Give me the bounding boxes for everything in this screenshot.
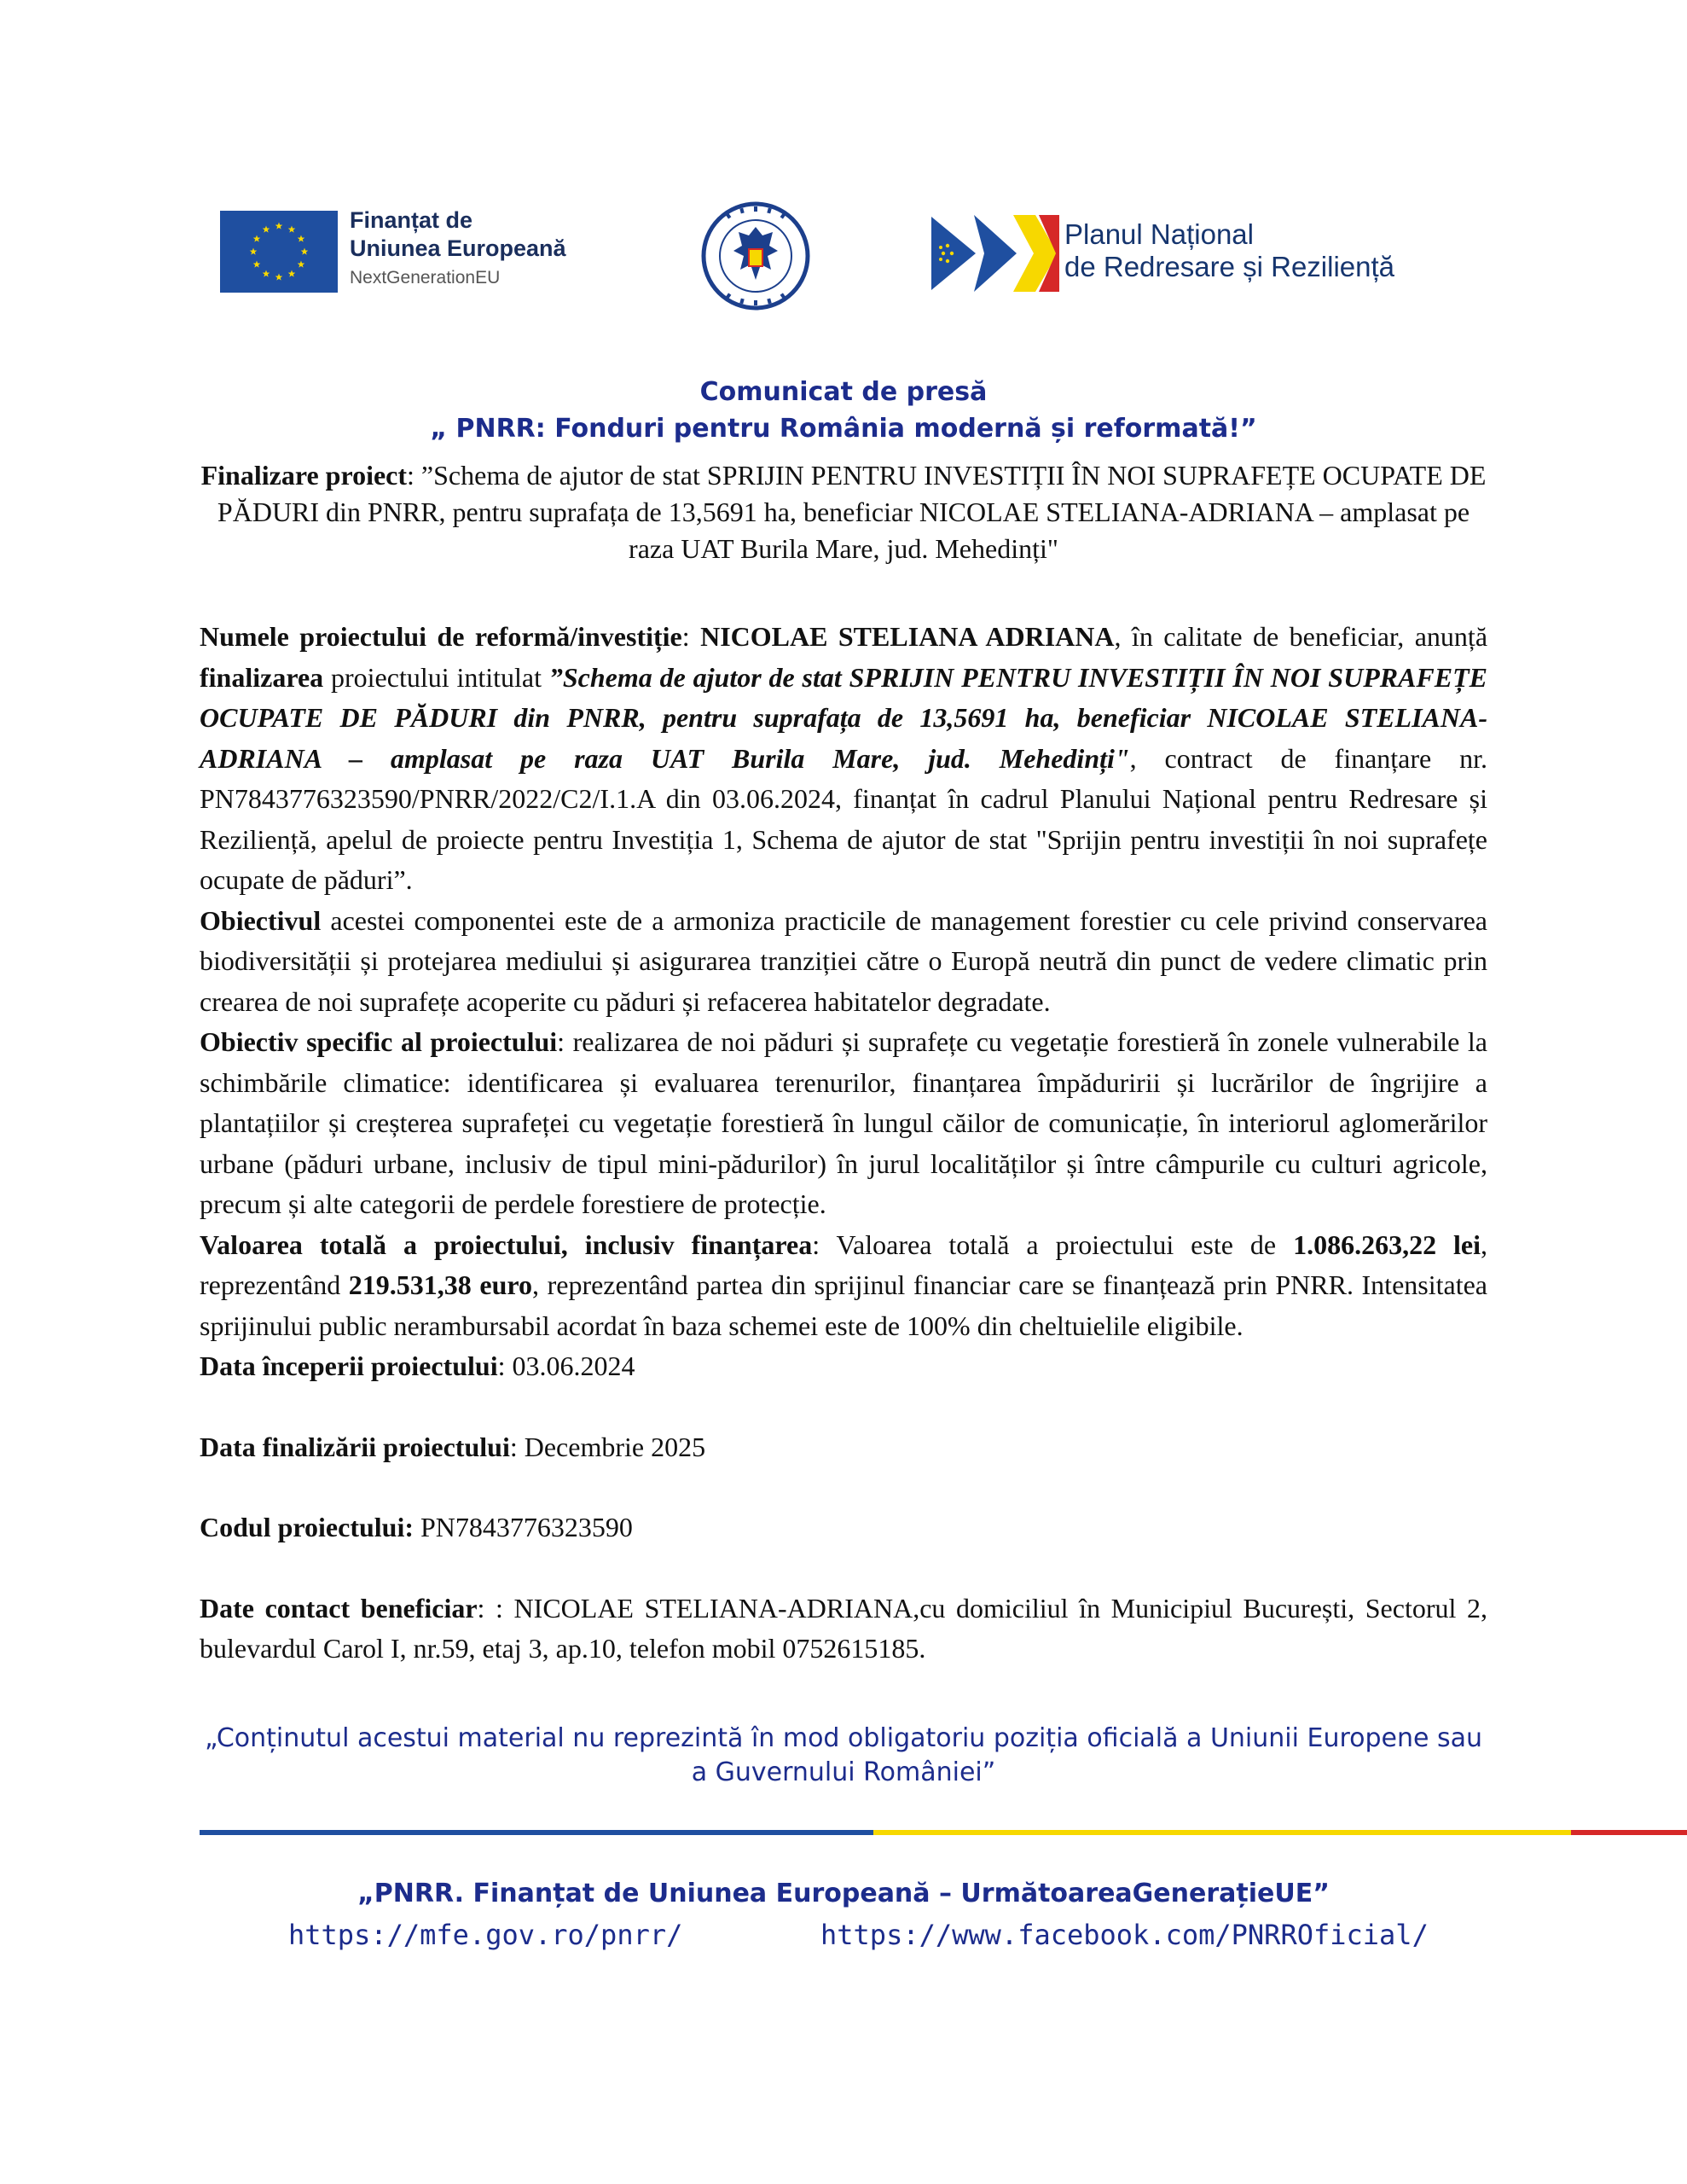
- eu-funding-logo: [220, 206, 587, 295]
- eu-flag-icon: [220, 211, 338, 293]
- total-value-label: Valoarea totală a proiectului, inclusiv finanțarea: [200, 1228, 813, 1260]
- paragraph-text: , reprezentând partea din sprijinul financiar care se finanțează prin PNRR. Intensitatea sprijinului public nerambursabil acordat în baza schemei este de 100% din cheltuielile eligibile.: [200, 1269, 1487, 1341]
- specific-objective-text: : realizarea de noi păduri și suprafețe cu vegetație forestieră în zonele vulnerabile la schimbările climatice: identificarea și evaluarea terenurilor, finanțarea împăduririi și lucrărilor de îngrijire a plantațiilor și creșterea suprafeței cu vegetație forestieră în lungul căilor de comunicație, în interiorul aglomerărilor urbane (păduri urbane, inclusiv de tipul mini-pădurilor) în jurul localităților și între câmpurile cu culturi agricole, precum și alte categorii de perdele forestiere de protecție.: [200, 1026, 1488, 1219]
- separator: :: [681, 621, 701, 652]
- paragraph-text: , în calitate de beneficiar, anunță: [1114, 621, 1488, 652]
- project-name-label: Numele proiectului de reformă/investiție: [200, 621, 682, 652]
- specific-objective-paragraph: [200, 1022, 1487, 1225]
- press-release-body: [200, 617, 1487, 1670]
- project-name-paragraph: [200, 617, 1487, 901]
- objective-paragraph: [200, 901, 1487, 1023]
- start-date-line: [200, 1346, 1487, 1387]
- color-stripe-divider: [200, 1830, 1687, 1835]
- objective-text: acestei componentei este de a armoniza practicile de management forestier cu cele privind conservarea biodiversității și protejarea mediului și asigurarea tranziției către o Europă neutră din punct de vedere climatic prin crearea de noi suprafețe acoperite cu păduri și refacerea habitatelor degradate.: [200, 904, 1487, 1017]
- project-code-label: Codul proiectului:: [200, 1512, 414, 1542]
- press-release-subtitle: „ PNRR: Fonduri pentru România modernă și reformată!”: [430, 414, 1257, 444]
- value-lei: 1.086.263,22 lei: [1293, 1228, 1481, 1260]
- disclaimer-text: „Conținutul acestui material nu reprezintă în mod obligatoriu poziția oficială a Uniunii Europene sau a Guvernului României”: [204, 1723, 1483, 1787]
- pnrr-arrows-icon: [931, 215, 1059, 292]
- contact-value: : : NICOLAE STELIANA-ADRIANA,cu domiciliul în Municipiul București, Sectorul 2, bulevardul Carol I, nr.59, etaj 3, ap.10, telefon mobil 0752615185.: [200, 1592, 1487, 1664]
- pnrr-logo: [931, 215, 1452, 292]
- romanian-government-seal-icon: [701, 201, 810, 311]
- total-value-paragraph: [200, 1225, 1487, 1347]
- contact-paragraph: [200, 1589, 1487, 1670]
- project-title: ”Schema de ajutor de stat SPRIJIN PENTRU INVESTIȚII ÎN NOI SUPRAFEȚE OCUPATE DE PĂDURI din PNRR, pentru suprafața de 13,5691 ha, beneficiar NICOLAE STELIANA-ADRIANA – amplasat pe raza UAT Burila Mare, jud. Mehedinți": [200, 661, 1488, 774]
- pnrr-logo-line2: de Redresare și Reziliență: [1064, 251, 1395, 282]
- value-euro: 219.531,38 euro: [348, 1269, 532, 1300]
- footer-title: „PNRR. Finanțat de Uniunea Europeană – UrmătoareaGenerațieUE”: [357, 1879, 1330, 1908]
- eu-logo-line1: Finanțat de: [350, 207, 473, 233]
- contact-label: Date contact beneficiar: [200, 1592, 478, 1623]
- paragraph-text: proiectului intitulat: [323, 661, 549, 693]
- start-date-value: : 03.06.2024: [497, 1350, 635, 1381]
- project-completion-label: Finalizare proiect: [200, 460, 408, 491]
- paragraph-text: , reprezentând: [200, 1228, 1488, 1300]
- paragraph-text: : Valoarea totală a proiectului este de: [812, 1228, 1294, 1260]
- specific-objective-label: Obiectiv specific al proiectului: [200, 1026, 558, 1057]
- completion-word: finalizarea: [200, 661, 324, 693]
- project-completion-heading: [200, 457, 1487, 567]
- project-completion-text: : ”Schema de ajutor de stat SPRIJIN PENTRU INVESTIȚII ÎN NOI SUPRAFEȚE OCUPATE DE PĂDURI din PNRR, pentru suprafața de 13,5691 ha, beneficiar NICOLAE STELIANA-ADRIANA – amplasat pe raza UAT Burila Mare, jud. Mehedinți": [217, 460, 1487, 564]
- project-code-value: PN7843776323590: [414, 1512, 633, 1542]
- paragraph-text: , contract de finanțare nr. PN7843776323590/PNRR/2022/C2/I.1.A din 03.06.2024, finanțat în cadrul Planului Național pentru Redresare și Reziliență, apelul de proiecte pentru Investiția 1, Schema de ajutor de stat "Sprijin pentru investiții în noi suprafețe ocupate de păduri”.: [200, 742, 1488, 895]
- end-date-value: : Decembrie 2025: [509, 1431, 706, 1462]
- end-date-line: [200, 1427, 1487, 1468]
- mfe-pnrr-link[interactable]: https://mfe.gov.ro/pnrr/: [288, 1919, 683, 1951]
- eu-logo-line3: NextGenerationEU: [350, 268, 501, 288]
- beneficiary-name: NICOLAE STELIANA ADRIANA: [700, 621, 1115, 652]
- end-date-label: Data finalizării proiectului: [200, 1431, 510, 1462]
- project-code-line: [200, 1507, 1487, 1548]
- start-date-label: Data începerii proiectului: [200, 1350, 498, 1381]
- press-release-title: Comunicat de presă: [699, 377, 988, 407]
- pnrr-logo-line1: Planul Național: [1064, 218, 1254, 250]
- objective-label: Obiectivul: [200, 904, 322, 936]
- eu-logo-line2: Uniunea Europeană: [350, 235, 566, 261]
- facebook-pnrr-link[interactable]: https://www.facebook.com/PNRROficial/: [820, 1919, 1429, 1951]
